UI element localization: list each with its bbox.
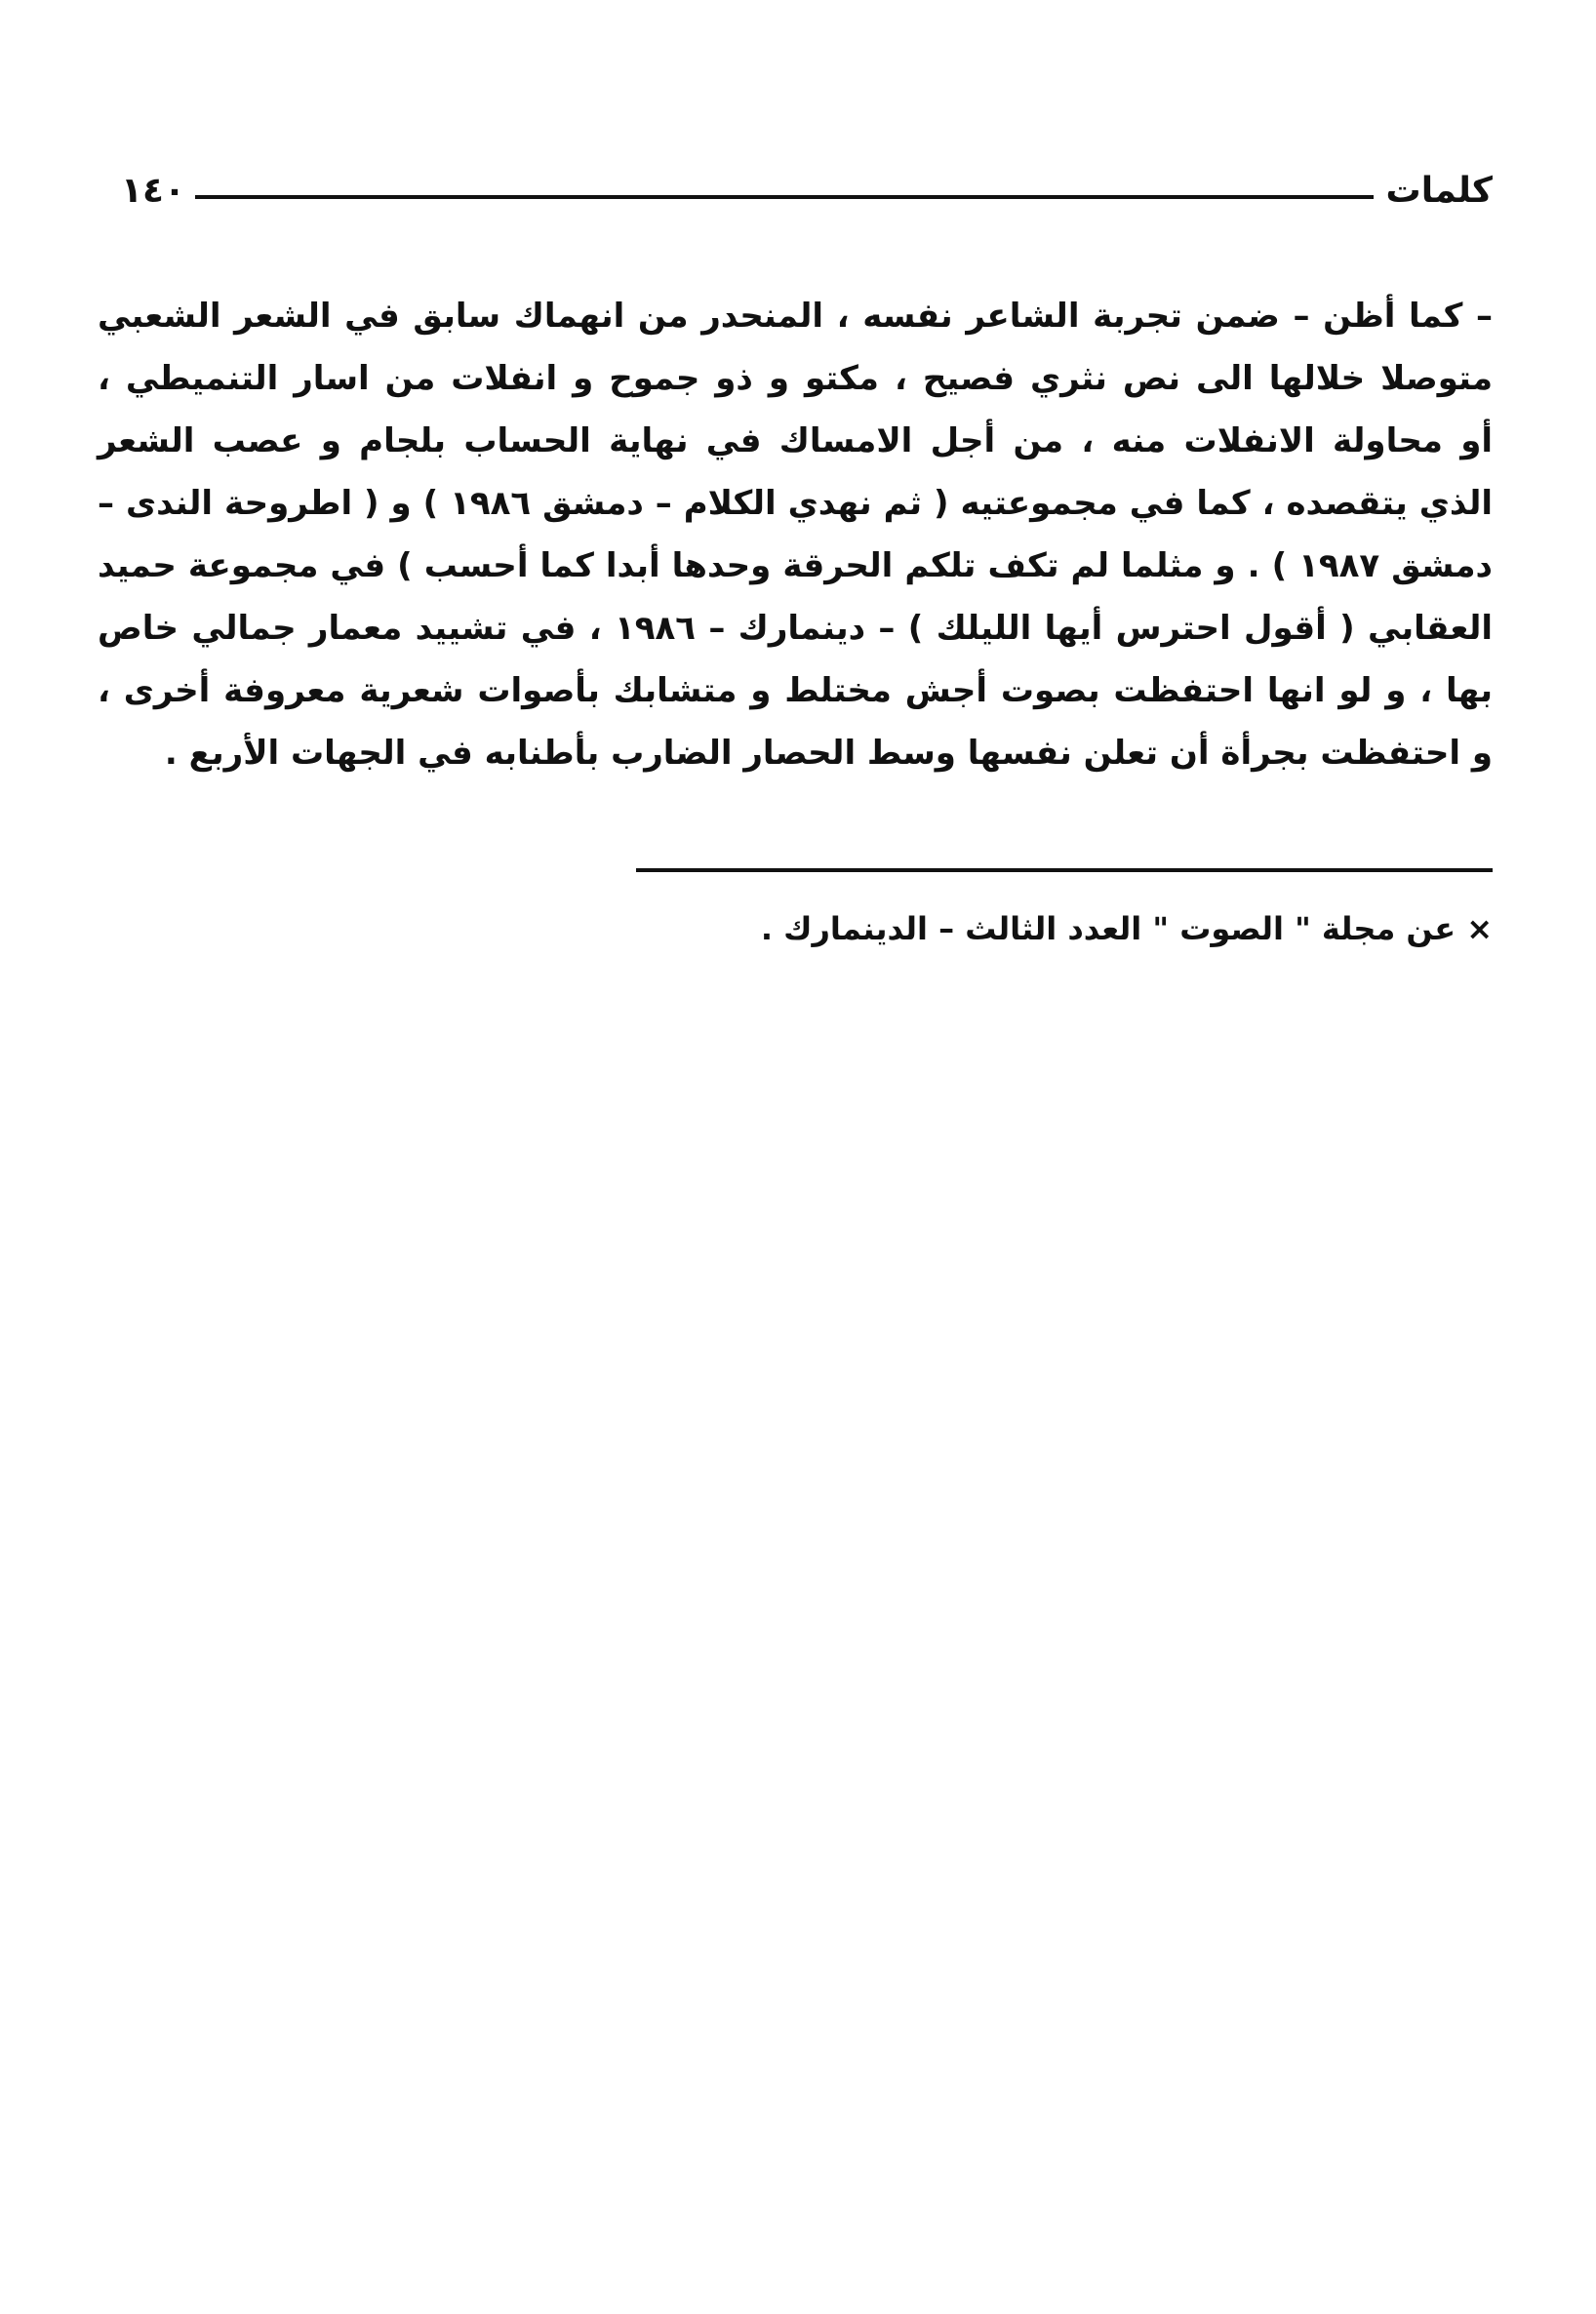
- body-line: أو محاولة الانفلات منه ، من أجل الامساك في نهاية الحساب بلجام و عصب الشعر: [98, 421, 1493, 460]
- page-header: [115, 164, 1493, 222]
- header-rule: [195, 195, 1374, 199]
- running-title: كلمات: [1385, 171, 1493, 211]
- body-line: دمشق ١٩٨٧ ) . و مثلما لم تكف تلكم الحرقة وحدها أبدا كما أحسب ) في مجموعة حميد: [98, 546, 1493, 585]
- body-line: – كما أظن – ضمن تجربة الشاعر نفسه ، المنحدر من انهماك سابق في الشعر الشعبي: [98, 297, 1493, 336]
- body-line: الذي يتقصده ، كما في مجموعتيه ( ثم نهدي الكلام – دمشق ١٩٨٦ ) و ( اطروحة الندى –: [98, 484, 1493, 523]
- body-line: متوصلا خلالها الى نص نثري فصيح ، مكتو و ذو جموح و انفلات من اسار التنميطي ،: [98, 359, 1493, 398]
- body-paragraph: [98, 285, 1493, 784]
- footnote: × عن مجلة " الصوت " العدد الثالث – الدينمارك .: [760, 910, 1493, 947]
- body-line: و احتفظت بجرأة أن تعلن نفسها وسط الحصار الضارب بأطنابه في الجهات الأربع .: [164, 734, 1493, 773]
- footnote-rule: [636, 868, 1493, 872]
- page-number: ١٤٠: [121, 171, 185, 211]
- body-line: بها ، و لو انها احتفظت بصوت أجش مختلط و متشابك بأصوات شعرية معروفة أخرى ،: [98, 671, 1493, 710]
- body-line: العقابي ( أقول احترس أيها الليلك ) – دينمارك – ١٩٨٦ ، في تشييد معمار جمالي خاص: [98, 609, 1493, 648]
